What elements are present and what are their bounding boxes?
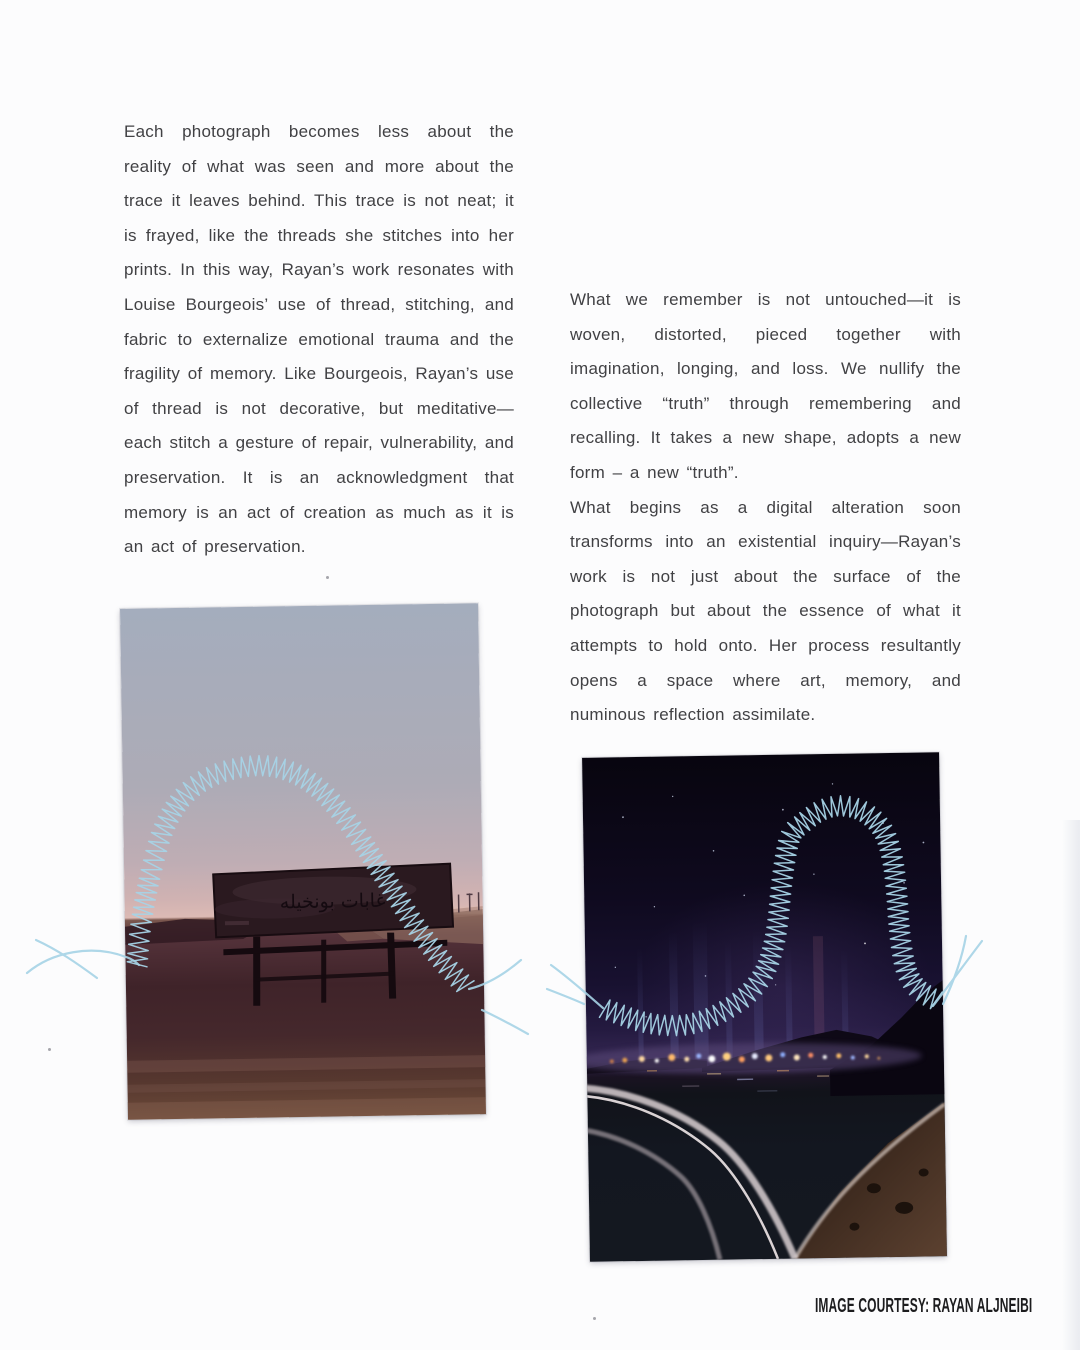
paragraph-right-1: What we remember is not untouched—it is woven, distorted, pieced together with imagination, longing, and loss. We nullify the collective “truth” through remembering and recalling. It takes a new shape, adopts a new form – a new “truth”. <box>570 290 961 482</box>
dust-speck <box>593 1317 596 1320</box>
article-column-left <box>124 115 514 565</box>
article-column-right <box>570 283 961 733</box>
desert-photo-art <box>120 603 486 1120</box>
night-beach-photo <box>582 752 947 1262</box>
thread-tail <box>36 940 97 978</box>
page-edge-shadow <box>1062 820 1080 1350</box>
gravel-band <box>127 1079 485 1093</box>
paragraph-right-2: What begins as a digital alteration soon transforms into an existential inquiry—Rayan’s work is not just about the surface of the photograph but about the essence of what it attempts to hold onto. Her process resultantly opens a space where art, memory, and numinous reflection assimilate. <box>570 497 961 725</box>
thread-tail <box>27 951 139 973</box>
desert-sign-photo <box>120 603 486 1120</box>
foam-wave <box>582 1085 795 1262</box>
gravel-band <box>127 1055 485 1073</box>
stars <box>612 782 927 1018</box>
dust-speck <box>326 576 329 579</box>
thread-tail <box>482 1010 528 1034</box>
thread-tail <box>547 989 584 1004</box>
image-credit-caption: IMAGE COURTESY: RAYAN ALJNEIBI <box>814 1295 1032 1317</box>
beach-sand <box>793 1102 947 1258</box>
sign-arabic-text: غابات بونخيله <box>279 889 386 914</box>
sign-small-text <box>225 921 249 925</box>
foam-wave-2 <box>583 1128 720 1262</box>
dust-speck <box>48 1048 51 1051</box>
gravel-band <box>128 1097 486 1120</box>
beach-photo-art <box>582 752 947 1262</box>
paragraph-left: Each photograph becomes less about the reality of what was seen and more about the trace it leaves behind. This trace is not neat; it is frayed, like the threads she stitches into her prints. In this way, Rayan’s work resonates with Louise Bourgeois’ use of thread, stitching, and fabric to externalize emotional trauma and the fragility of memory. Like Bourgeois, Rayan’s use of thread is not decorative, but meditative—each stitch a gesture of repair, vulnerability, and preservation. It is an acknowledgment that memory is an act of creation as much as it is an act of preservation. <box>124 122 514 557</box>
thread-tail <box>943 936 966 1004</box>
